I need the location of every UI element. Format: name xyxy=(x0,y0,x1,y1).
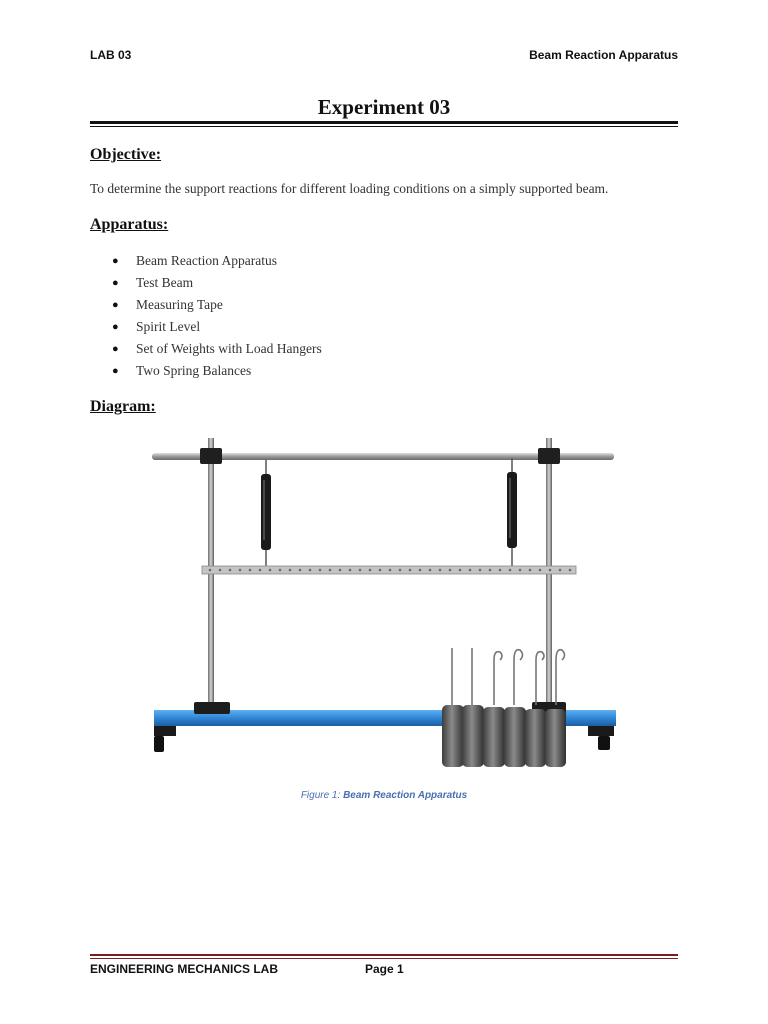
apparatus-item-label: Test Beam xyxy=(136,275,194,290)
apparatus-heading: Apparatus: xyxy=(90,216,169,233)
header-document-title: Beam Reaction Apparatus xyxy=(529,48,678,62)
apparatus-item xyxy=(108,272,322,294)
right-top-clamp xyxy=(538,448,560,464)
apparatus-item xyxy=(108,338,322,360)
apparatus-item-label: Set of Weights with Load Hangers xyxy=(136,341,322,356)
bullet-icon: ● xyxy=(112,277,119,289)
left-spring-balance xyxy=(261,460,271,568)
apparatus-item xyxy=(108,250,322,272)
left-top-clamp xyxy=(200,448,222,464)
left-base-clamp xyxy=(194,702,230,714)
title-rule-thick xyxy=(90,121,678,124)
apparatus-item xyxy=(108,294,322,316)
apparatus-item-label: Two Spring Balances xyxy=(136,363,252,378)
bullet-icon: ● xyxy=(112,321,119,333)
apparatus-item-label: Spirit Level xyxy=(136,319,201,334)
test-beam xyxy=(202,566,576,574)
objective-text: To determine the support reactions for different loading conditions on a simply supported beam. xyxy=(90,181,609,196)
bullet-icon: ● xyxy=(112,343,119,355)
beam-reaction-apparatus-figure xyxy=(140,430,630,780)
figure-caption-prefix: Figure 1: xyxy=(300,790,344,801)
apparatus-item-label: Beam Reaction Apparatus xyxy=(136,253,277,268)
page-title: Experiment 03 xyxy=(317,95,451,119)
header-lab-number: LAB 03 xyxy=(90,48,132,62)
footer-course-name: ENGINEERING MECHANICS LAB xyxy=(90,962,279,976)
apparatus-item-label: Measuring Tape xyxy=(136,297,223,312)
apparatus-item xyxy=(108,360,322,382)
footer-rule-thin xyxy=(90,958,678,959)
apparatus-item xyxy=(108,316,322,338)
apparatus-list xyxy=(108,250,322,382)
bullet-icon: ● xyxy=(112,255,119,267)
left-foot xyxy=(154,726,176,752)
figure-caption xyxy=(0,790,768,801)
right-spring-balance xyxy=(507,458,517,568)
right-foot xyxy=(588,726,614,750)
objective-heading: Objective: xyxy=(90,146,162,163)
figure-caption-title: Beam Reaction Apparatus xyxy=(343,790,468,801)
page-number: Page 1 xyxy=(365,962,404,976)
diagram-heading: Diagram: xyxy=(90,398,156,415)
title-rule-thin xyxy=(90,126,678,127)
bullet-icon: ● xyxy=(112,299,119,311)
footer-rule-thick xyxy=(90,954,678,956)
bullet-icon: ● xyxy=(112,365,119,377)
